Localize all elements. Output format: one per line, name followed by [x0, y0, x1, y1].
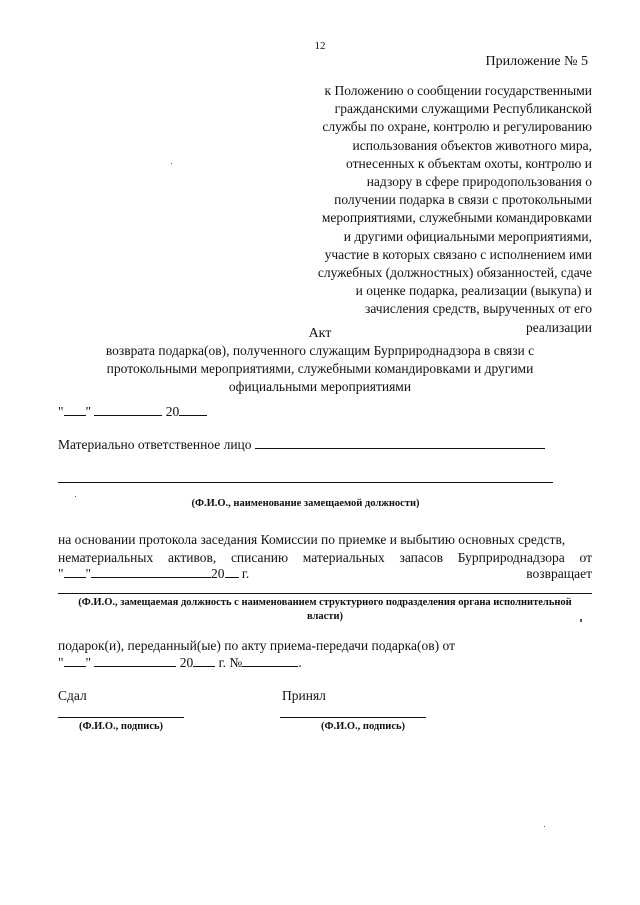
basis-open-quote: " [58, 566, 64, 581]
basis-line-2: нематериальных активов, списанию материальных запасов Бурприроднадзора от [58, 550, 592, 565]
gift-line-end: . [298, 655, 302, 670]
act-title: Акт [308, 326, 332, 341]
returner-line[interactable] [58, 593, 592, 594]
preamble-line: к Положению о сообщении государственными [324, 83, 592, 98]
date-open-quote: " [58, 404, 64, 419]
basis-line-1: на основании протокола заседания Комиссии по приемке и выбытию основных средств, [58, 532, 566, 547]
basis-day-blank[interactable] [64, 566, 86, 578]
gift-number-label: г. № [218, 655, 243, 670]
responsible-second-line[interactable] [58, 482, 553, 483]
preamble-line: гражданскими служащими Республиканской [334, 101, 592, 117]
preamble-line: зачисления средств, вырученных от его [365, 301, 592, 317]
scan-speck [171, 163, 172, 164]
date-year-blank[interactable] [179, 404, 207, 416]
gift-day-blank[interactable] [64, 655, 86, 667]
scan-speck [580, 619, 582, 622]
act-subtitle [90, 342, 550, 396]
preamble-line: службы по охране, контролю и регулированию [322, 119, 592, 135]
gift-year-prefix: 20 [179, 655, 194, 670]
responsible-row [58, 437, 545, 453]
date-close-quote: " [85, 404, 92, 419]
preamble-line: и другими официальными мероприятиями, [343, 228, 592, 244]
act-date-line [58, 404, 207, 420]
responsible-label: Материально ответственное лицо [58, 437, 252, 452]
basis-year-prefix: 20 [211, 566, 225, 581]
handed-caption: (Ф.И.О., подпись) [78, 721, 164, 732]
gift-date-line [58, 655, 302, 671]
basis-month-blank[interactable] [91, 566, 211, 578]
basis-returns: возвращает [526, 566, 592, 581]
returner-caption: (Ф.И.О., замещаемая должность с наименованием структурного подразделения органа исполнительной власти) [78, 597, 572, 622]
gift-number-blank[interactable] [242, 655, 298, 667]
received-caption: (Ф.И.О., подпись) [320, 721, 406, 732]
preamble-line: реализации [526, 319, 592, 335]
act-subtitle-line: возврата подарка(ов), полученного служащим Бурприроднадзора в связи с [105, 343, 535, 358]
preamble-line: мероприятиями, служебными командировками [321, 210, 592, 226]
gift-month-blank[interactable] [94, 655, 176, 667]
preamble-line: служебных (должностных) обязанностей, сдаче [317, 265, 592, 281]
act-subtitle-line: протокольными мероприятиями, служебными командировками и другими [106, 361, 534, 376]
gift-line-1: подарок(и), переданный(ые) по акту приема-передачи подарка(ов) от [58, 638, 455, 653]
act-subtitle-line: официальными мероприятиями [228, 379, 412, 394]
gift-close-quote: " [85, 655, 92, 670]
preamble-line: и оценке подарка, реализации (выкупа) и [355, 283, 592, 299]
received-signature-line[interactable] [280, 717, 426, 718]
handed-label: Сдал [58, 688, 87, 703]
preamble-line: отнесенных к объектам охоты, контролю и [346, 155, 592, 171]
preamble-block [292, 82, 592, 337]
date-month-blank[interactable] [94, 404, 162, 416]
page-number: 12 [314, 40, 326, 52]
received-label: Принял [282, 688, 326, 703]
basis-close-quote: " [85, 566, 92, 581]
basis-date-line [58, 566, 249, 582]
gift-open-quote: " [58, 655, 64, 670]
preamble-line: участие в которых связано с исполнением ими [324, 246, 592, 262]
scan-speck [75, 496, 76, 497]
responsible-blank[interactable] [255, 437, 545, 449]
preamble-line: надзору в сфере природопользования о [366, 174, 592, 190]
preamble-line: использования объектов животного мира, [352, 137, 592, 153]
date-year-prefix: 20 [165, 404, 180, 419]
preamble-line: получении подарка в связи с протокольными [334, 192, 592, 208]
basis-year-suffix: г. [241, 566, 250, 581]
appendix-label: Приложение № 5 [485, 54, 588, 69]
scan-speck [544, 826, 545, 827]
handed-signature-line[interactable] [58, 717, 184, 718]
basis-year-blank[interactable] [225, 566, 239, 578]
gift-year-blank[interactable] [193, 655, 215, 667]
responsible-caption: (Ф.И.О., наименование замещаемой должности) [191, 498, 420, 509]
date-day-blank[interactable] [64, 404, 86, 416]
